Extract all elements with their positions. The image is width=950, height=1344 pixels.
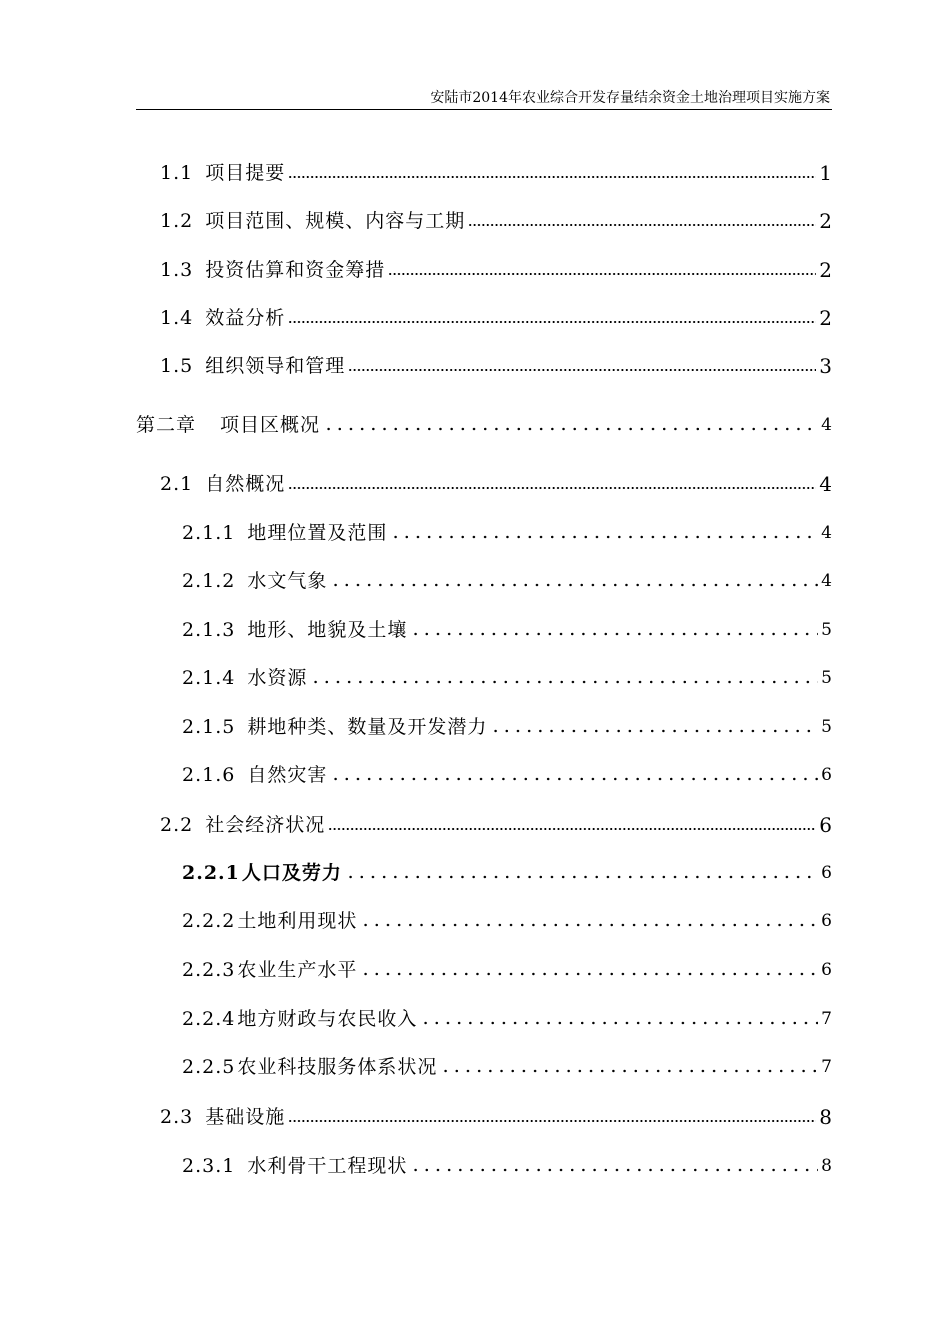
toc-entry-label: 自然灾害 [247,764,328,786]
toc-leader-dots [468,222,816,228]
toc-entry-page: 7 [821,1057,832,1077]
toc-entry[interactable] [160,157,832,185]
toc-entry-label: 地方财政与农民收入 [237,1008,418,1030]
toc-entry-label: 水文气象 [247,570,328,592]
toc-entry-number: 2.2 [160,814,194,836]
toc-entry[interactable] [182,759,832,787]
toc-leader-dots [410,1167,818,1173]
toc-entry[interactable] [160,254,832,282]
toc-entry-page: 2 [819,306,832,330]
toc-entry-label: 社会经济状况 [205,814,326,836]
toc-leader-dots [360,922,818,928]
toc-entry-page: 6 [821,911,832,931]
toc-leader-dots [288,1118,816,1124]
toc-entry-label: 耕地种类、数量及开发潜力 [247,716,488,738]
toc-leader-dots [388,271,816,277]
toc-entry[interactable] [182,565,832,593]
toc-entry[interactable] [160,1101,832,1129]
toc-entry-label: 项目区概况 [220,414,321,436]
toc-entry-page: 5 [821,717,832,737]
toc-entry-page: 2 [819,258,832,282]
toc-entry-number: 2.3.1 [182,1155,236,1177]
toc-entry-label: 人口及劳力 [241,862,342,884]
toc-entry-number: 2.1.1 [182,522,236,544]
toc-entry-number: 1.5 [160,355,194,377]
toc-entry-label: 投资估算和资金筹措 [205,259,386,281]
toc-entry-label: 基础设施 [205,1106,286,1128]
toc-entry-page: 3 [819,354,832,378]
toc-entry-label: 效益分析 [205,307,286,329]
toc-entry-number: 2.1 [160,473,194,495]
toc-entry-page: 8 [819,1105,832,1129]
toc-entry[interactable] [160,468,832,496]
toc-entry-page: 4 [819,472,832,496]
toc-entry-number: 2.1.5 [182,716,236,738]
toc-entry-number: 2.2.4 [182,1008,236,1030]
toc-entry[interactable] [182,954,832,982]
toc-entry-page: 6 [821,863,832,883]
toc-entry[interactable] [160,809,832,837]
toc-entry-page: 7 [821,1009,832,1029]
toc-leader-dots [330,776,818,782]
toc-entry-page: 2 [819,209,832,233]
toc-entry-number: 2.1.3 [182,619,236,641]
toc-entry-number: 2.2.1 [182,862,240,884]
toc-entry[interactable] [182,905,832,933]
toc-entry-number: 1.3 [160,259,194,281]
toc-entry-number: 1.4 [160,307,194,329]
toc-entry-number: 1.2 [160,210,194,232]
toc-entry-number: 2.1.4 [182,667,236,689]
toc-entry-number: 第二章 [136,414,197,436]
toc-entry[interactable] [182,1003,832,1031]
toc-entry[interactable] [182,857,832,885]
toc-leader-dots [330,582,818,588]
toc-entry-page: 6 [821,960,832,980]
toc-leader-dots [310,679,818,685]
toc-entry-label: 项目范围、规模、内容与工期 [205,210,466,232]
toc-entry-number: 2.2.2 [182,910,236,932]
toc-leader-dots [323,426,818,432]
toc-leader-dots [490,728,818,734]
toc-leader-dots [348,367,816,373]
toc-entry-label: 自然概况 [205,473,286,495]
toc-entry-page: 5 [821,668,832,688]
toc-entry[interactable] [160,350,832,378]
toc-entry-label: 水资源 [247,667,308,689]
toc-entry-number: 2.1.2 [182,570,236,592]
toc-entry[interactable] [182,711,832,739]
toc-entry[interactable] [182,662,832,690]
toc-entry-label: 地形、地貌及土壤 [247,619,408,641]
toc-leader-dots [288,319,816,325]
toc-entry-number: 2.3 [160,1106,194,1128]
toc-entry-label: 地理位置及范围 [247,522,388,544]
toc-entry-page: 5 [821,620,832,640]
toc-entry[interactable] [160,205,832,233]
toc-leader-dots [288,174,816,180]
toc-leader-dots [410,631,818,637]
toc-entry[interactable] [182,614,832,642]
toc-entry-number: 2.1.6 [182,764,236,786]
toc-entry-number: 1.1 [160,162,194,184]
toc-leader-dots [328,826,816,832]
toc-entry-label: 水利骨干工程现状 [247,1155,408,1177]
toc-entry-page: 8 [821,1156,832,1176]
toc-entry-page: 6 [821,765,832,785]
toc-leader-dots [345,874,818,880]
toc-leader-dots [420,1020,818,1026]
toc-entry-label: 组织领导和管理 [205,355,346,377]
toc-entry[interactable] [182,1150,832,1178]
toc-entry-label: 土地利用现状 [237,910,358,932]
toc-entry-label: 项目提要 [205,162,286,184]
toc-leader-dots [390,534,818,540]
toc-entry-page: 4 [821,415,832,435]
toc-entry-page: 6 [819,813,832,837]
toc-entry-label: 农业科技服务体系状况 [237,1056,438,1078]
toc-leader-dots [360,971,818,977]
toc-entry-number: 2.2.3 [182,959,236,981]
toc-entry[interactable] [160,302,832,330]
toc-leader-dots [440,1068,818,1074]
toc-entry-number: 2.2.5 [182,1056,236,1078]
toc-leader-dots [288,485,816,491]
toc-entry[interactable] [182,517,832,545]
toc-entry-page: 1 [819,161,832,185]
toc-entry-page: 4 [821,523,832,543]
toc-entry-page: 4 [821,571,832,591]
toc-entry[interactable] [182,1051,832,1079]
toc-entry[interactable] [136,409,832,437]
toc-entry-label: 农业生产水平 [237,959,358,981]
document-title: 安陆市2014年农业综合开发存量结余资金土地治理项目实施方案 [430,90,830,106]
